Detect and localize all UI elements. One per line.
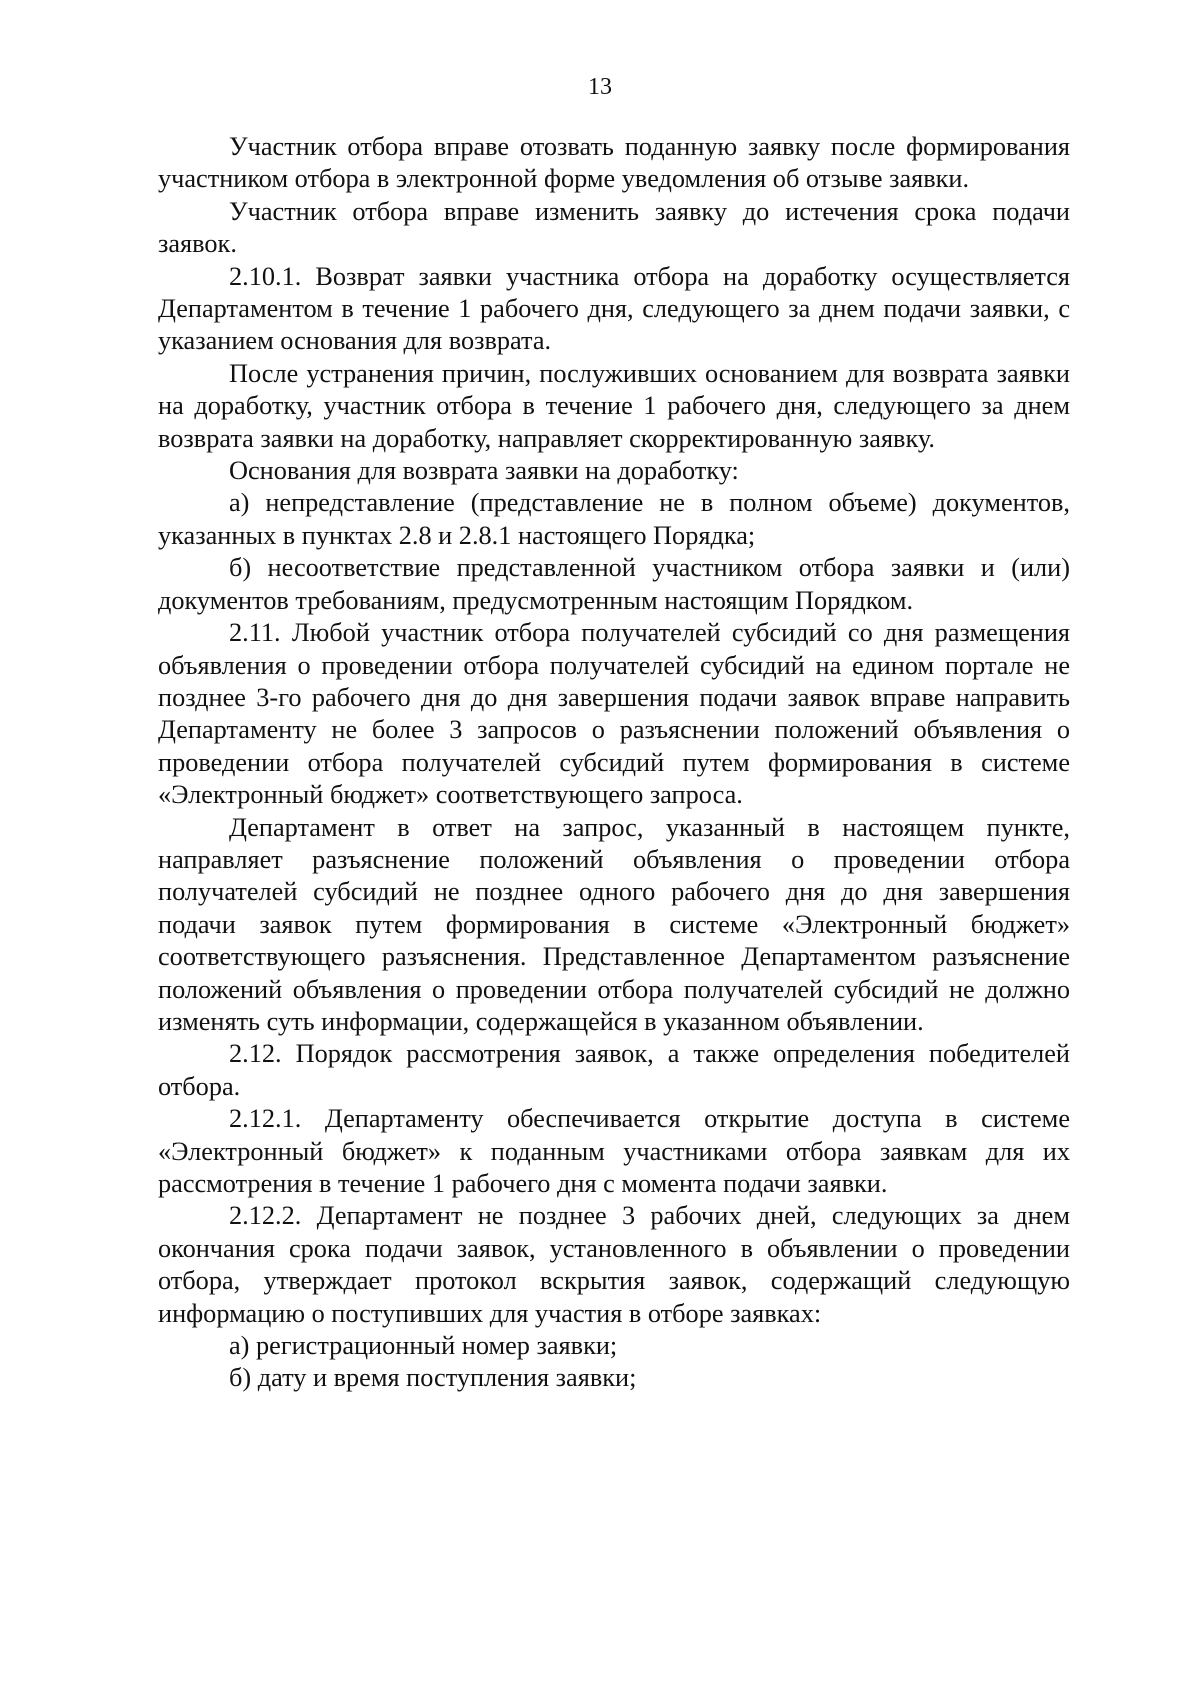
paragraph-2-12-2: 2.12.2. Департамент не позднее 3 рабочих дней, следующих за днем окончания срока подачи заявок, установленного в объявлении о проведении отбора, утверждает протокол вскрытия заявок, содержащий следующую информацию о поступивших для участия в отборе заявках: xyxy=(158,1201,1070,1328)
list-item-a-non-submission: а) непредставление (представление не в полном объеме) документов, указанных в пунктах 2.8 и 2.8.1 настоящего Порядка; xyxy=(158,488,1070,550)
paragraph-2-12-1: 2.12.1. Департаменту обеспечивается открытие доступа в системе «Электронный бюджет» к поданным участниками отбора заявкам для их рассмотрения в течение 1 рабочего дня с момента подачи заявки. xyxy=(158,1104,1070,1198)
paragraph-2-11: 2.11. Любой участник отбора получателей субсидий со дня размещения объявления о проведении отбора получателей субсидий на едином портале не позднее 3-го рабочего дня до дня завершения подачи заявок вправе направить Департаменту не более 3 запросов о разъяснении положений объявления о проведении отбора получателей субсидий путем формирования в системе «Электронный бюджет» соответствующего запроса. xyxy=(158,618,1070,810)
paragraph-2-10-1: 2.10.1. Возврат заявки участника отбора на доработку осуществляется Департаментом в течение 1 рабочего дня, следующего за днем подачи заявки, с указанием основания для возврата. xyxy=(158,261,1070,356)
list-item-b-date-time: б) дату и время поступления заявки; xyxy=(229,1363,637,1393)
paragraph-modify-application: Участник отбора вправе изменить заявку до истечения срока подачи заявок. xyxy=(158,196,1070,259)
page-number: 13 xyxy=(588,74,612,100)
paragraph-2-12: 2.12. Порядок рассмотрения заявок, а также определения победителей отбора. xyxy=(158,1039,1070,1101)
paragraph-after-correction: После устранения причин, послуживших основанием для возврата заявки на доработку, участник отбора в течение 1 рабочего дня, следующего за днем возврата заявки на доработку, направляет скорректированную заявку. xyxy=(158,358,1070,453)
list-item-a-registration-number: а) регистрационный номер заявки; xyxy=(229,1331,618,1361)
paragraph-return-grounds-heading: Основания для возврата заявки на доработку: xyxy=(229,456,739,486)
paragraph-withdraw-application: Участник отбора вправе отозвать поданную заявку после формирования участником отбора в электронной форме уведомления об отзыве заявки. xyxy=(158,132,1070,194)
paragraph-department-response: Департамент в ответ на запрос, указанный в настоящем пункте, направляет разъяснение положений объявления о проведении отбора получателей субсидий не позднее одного рабочего дня до дня завершения подачи заявок путем формирования в системе «Электронный бюджет» соответствующего разъяснения. Представленное Департаментом разъяснение положений объявления о проведении отбора получателей субсидий не должно изменять суть информации, содержащейся в указанном объявлении. xyxy=(158,812,1070,1036)
document-body xyxy=(158,131,1070,1395)
list-item-b-non-compliance: б) несоответствие представленной участником отбора заявки и (или) документов требованиям, предусмотренным настоящим Порядком. xyxy=(158,553,1070,615)
